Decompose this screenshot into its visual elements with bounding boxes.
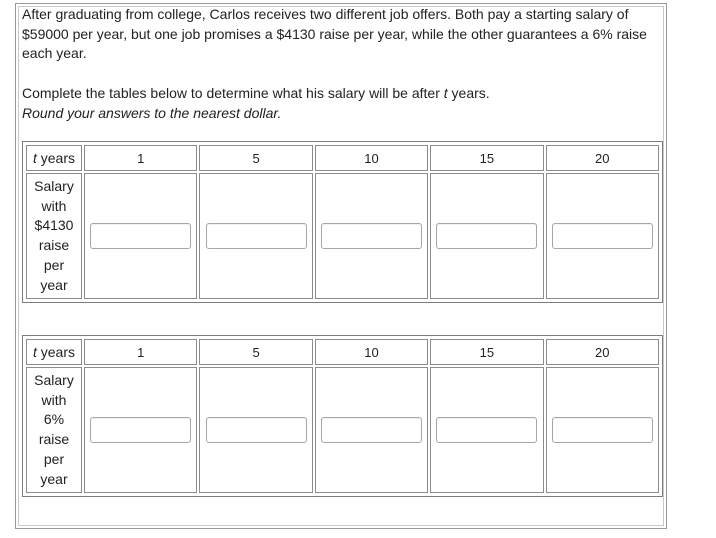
years-header-row <box>26 339 659 365</box>
instruction-text: Complete the tables below to determine what his salary will be after t years. <box>22 85 490 101</box>
answer-cell <box>315 367 428 493</box>
years-header-label: t years <box>26 339 82 365</box>
salary-row <box>26 173 659 299</box>
year-header: 20 <box>546 339 659 365</box>
salary-answer-input[interactable] <box>90 223 191 249</box>
salary-answer-input[interactable] <box>206 417 307 443</box>
years-header-row <box>26 145 659 171</box>
salary-answer-input[interactable] <box>552 223 653 249</box>
years-header-label: t years <box>26 145 82 171</box>
salary-answer-input[interactable] <box>206 223 307 249</box>
linear-raise-table <box>22 141 663 303</box>
answer-cell <box>430 173 543 299</box>
year-header: 5 <box>199 145 312 171</box>
problem-prompt <box>22 83 667 123</box>
rounding-note: Round your answers to the nearest dollar. <box>22 105 282 121</box>
year-header: 20 <box>546 145 659 171</box>
year-header: 1 <box>84 339 197 365</box>
salary-row <box>26 367 659 493</box>
year-header: 15 <box>430 339 543 365</box>
salary-row-label: Salary with $4130 raise per year <box>26 173 82 299</box>
problem-statement: After graduating from college, Carlos receives two different job offers. Both pay a starting salary of $59000 per year, but one job promises a $4130 raise per year, while the other guarantees a 6% raise each year. <box>22 6 647 61</box>
year-header: 15 <box>430 145 543 171</box>
year-header: 10 <box>315 339 428 365</box>
salary-answer-input[interactable] <box>552 417 653 443</box>
salary-answer-input[interactable] <box>436 223 537 249</box>
answer-cell <box>199 367 312 493</box>
year-header: 10 <box>315 145 428 171</box>
answer-cell <box>546 367 659 493</box>
salary-row-label: Salary with 6% raise per year <box>26 367 82 493</box>
answer-cell <box>84 367 197 493</box>
year-header: 1 <box>84 145 197 171</box>
answer-cell <box>199 173 312 299</box>
salary-answer-input[interactable] <box>436 417 537 443</box>
year-header: 5 <box>199 339 312 365</box>
answer-cell <box>430 367 543 493</box>
answer-cell <box>84 173 197 299</box>
salary-answer-input[interactable] <box>321 417 422 443</box>
answer-cell <box>546 173 659 299</box>
percent-raise-table <box>22 335 663 497</box>
salary-answer-input[interactable] <box>90 417 191 443</box>
answer-cell <box>315 173 428 299</box>
problem-intro <box>22 5 667 64</box>
salary-answer-input[interactable] <box>321 223 422 249</box>
